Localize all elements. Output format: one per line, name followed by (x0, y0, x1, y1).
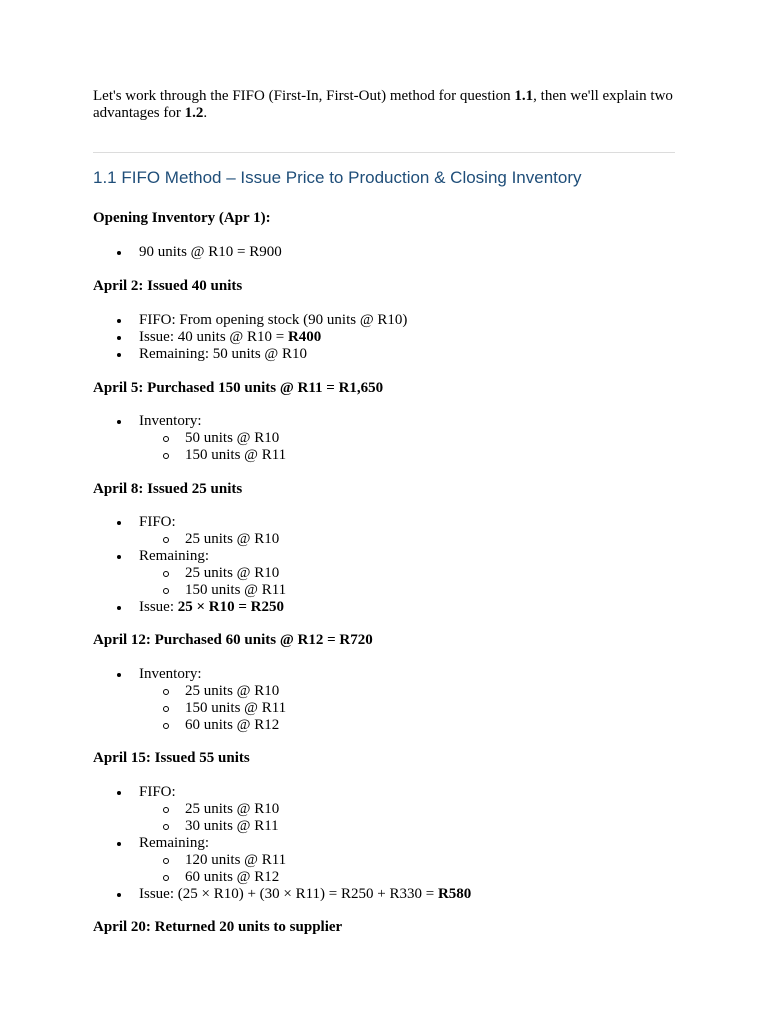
question-ref-1-1: 1.1 (514, 88, 534, 104)
item-text: Remaining: (139, 835, 209, 851)
april-8-list (93, 514, 286, 616)
sub-list-item: 150 units @ R11 (139, 447, 286, 464)
april-2-list (93, 312, 407, 363)
item-text: Issue: (25 × R10) + (30 × R11) = R250 + R330 = (139, 886, 438, 902)
sub-list (139, 683, 286, 734)
issue-amount: R400 (287, 329, 322, 345)
sub-list-item: 25 units @ R10 (139, 801, 471, 818)
section-heading: 1.1 FIFO Method – Issue Price to Production & Closing Inventory (93, 168, 582, 187)
april-20-title: April 20: Returned 20 units to supplier (93, 919, 343, 935)
list-item (93, 599, 286, 616)
horizontal-divider (93, 152, 675, 153)
item-text: Issue: 40 units @ R10 = (139, 329, 288, 345)
list-item: FIFO: From opening stock (90 units @ R10) (93, 312, 407, 329)
sub-list (139, 801, 471, 835)
item-text: Remaining: (139, 548, 209, 564)
april-5-title: April 5: Purchased 150 units @ R11 = R1,650 (93, 380, 384, 396)
list-item (93, 548, 286, 599)
sub-list (139, 531, 286, 548)
question-ref-1-2: 1.2 (184, 105, 204, 121)
sub-list (139, 565, 286, 599)
issue-amount: 25 × R10 = R250 (177, 599, 285, 615)
sub-list-item: 120 units @ R11 (139, 852, 471, 869)
intro-text: , then we'll explain two advantages for (93, 88, 673, 121)
april-8-title: April 8: Issued 25 units (93, 481, 243, 497)
sub-list (139, 852, 471, 886)
item-text: FIFO: (139, 784, 176, 800)
list-item: Remaining: 50 units @ R10 (93, 346, 407, 363)
opening-inventory-list (93, 244, 282, 261)
list-item (93, 666, 286, 734)
item-text: Inventory: (139, 413, 202, 429)
april-12-title: April 12: Purchased 60 units @ R12 = R720 (93, 632, 373, 648)
item-text: Issue: (139, 599, 178, 615)
sub-list-item: 60 units @ R12 (139, 869, 471, 886)
list-item (93, 413, 286, 464)
sub-list-item: 150 units @ R11 (139, 582, 286, 599)
list-item (93, 514, 286, 548)
april-15-title: April 15: Issued 55 units (93, 750, 250, 766)
sub-list-item: 25 units @ R10 (139, 683, 286, 700)
item-text: Inventory: (139, 666, 202, 682)
list-item (93, 835, 471, 886)
sub-list (139, 430, 286, 464)
april-15-list (93, 784, 471, 903)
list-item: 90 units @ R10 = R900 (93, 244, 282, 261)
sub-list-item: 50 units @ R10 (139, 430, 286, 447)
list-item (93, 329, 407, 346)
sub-list-item: 30 units @ R11 (139, 818, 471, 835)
sub-list-item: 25 units @ R10 (139, 531, 286, 548)
opening-inventory-title: Opening Inventory (Apr 1): (93, 210, 271, 226)
april-5-list (93, 413, 286, 464)
sub-list-item: 25 units @ R10 (139, 565, 286, 582)
intro-text: . (203, 105, 208, 121)
april-12-list (93, 666, 286, 734)
issue-amount: R580 (437, 886, 472, 902)
item-text: FIFO: (139, 514, 176, 530)
sub-list-item: 60 units @ R12 (139, 717, 286, 734)
april-2-title: April 2: Issued 40 units (93, 278, 243, 294)
list-item (93, 886, 471, 903)
sub-list-item: 150 units @ R11 (139, 700, 286, 717)
list-item (93, 784, 471, 835)
intro-text: Let's work through the FIFO (First-In, First-Out) method for question (93, 88, 515, 104)
intro-paragraph (93, 88, 683, 122)
